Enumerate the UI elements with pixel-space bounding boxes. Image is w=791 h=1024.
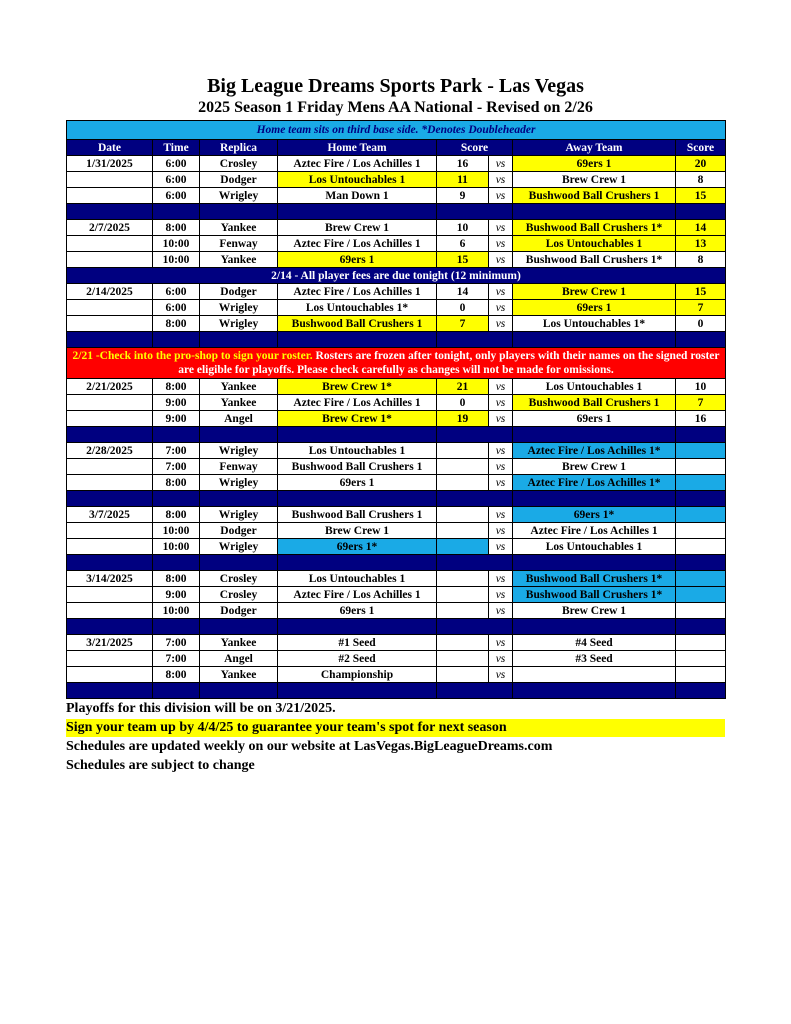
vs-label: vs xyxy=(489,587,513,603)
game-row xyxy=(67,539,726,555)
separator-cell xyxy=(513,491,676,507)
game-time: 10:00 xyxy=(153,603,200,619)
game-date xyxy=(67,188,153,204)
home-team: Aztec Fire / Los Achilles 1 xyxy=(278,587,437,603)
separator-cell xyxy=(153,555,200,571)
home-score: 6 xyxy=(437,236,489,252)
away-team: Los Untouchables 1 xyxy=(513,236,676,252)
game-time: 10:00 xyxy=(153,523,200,539)
home-score: 0 xyxy=(437,395,489,411)
separator-cell xyxy=(676,427,726,443)
separator-cell xyxy=(200,491,278,507)
separator-cell xyxy=(67,204,153,220)
away-team: Brew Crew 1 xyxy=(513,603,676,619)
home-score: 19 xyxy=(437,411,489,427)
home-score: 15 xyxy=(437,252,489,268)
notice-row xyxy=(67,268,726,284)
game-field: Wrigley xyxy=(200,443,278,459)
game-date xyxy=(67,395,153,411)
home-team: 69ers 1 xyxy=(278,475,437,491)
away-score: 16 xyxy=(676,411,726,427)
separator-row xyxy=(67,491,726,507)
game-time: 10:00 xyxy=(153,539,200,555)
away-score xyxy=(676,603,726,619)
game-row xyxy=(67,603,726,619)
game-date xyxy=(67,236,153,252)
game-date: 3/21/2025 xyxy=(67,635,153,651)
game-field: Wrigley xyxy=(200,475,278,491)
separator-row xyxy=(67,619,726,635)
game-date: 2/21/2025 xyxy=(67,379,153,395)
game-field: Yankee xyxy=(200,252,278,268)
schedule-table xyxy=(66,120,726,699)
game-date xyxy=(67,300,153,316)
home-team: Aztec Fire / Los Achilles 1 xyxy=(278,236,437,252)
game-row xyxy=(67,523,726,539)
away-team: Bushwood Ball Crushers 1* xyxy=(513,252,676,268)
game-date xyxy=(67,411,153,427)
separator-cell xyxy=(437,619,513,635)
game-field: Yankee xyxy=(200,395,278,411)
game-row xyxy=(67,316,726,332)
game-time: 6:00 xyxy=(153,300,200,316)
separator-cell xyxy=(437,332,513,348)
game-time: 8:00 xyxy=(153,316,200,332)
away-score: 8 xyxy=(676,172,726,188)
game-field: Yankee xyxy=(200,220,278,236)
header-home-team: Home Team xyxy=(278,140,437,156)
vs-label: vs xyxy=(489,252,513,268)
separator-cell xyxy=(278,427,437,443)
separator-cell xyxy=(200,204,278,220)
home-score xyxy=(437,635,489,651)
away-score: 8 xyxy=(676,252,726,268)
home-score xyxy=(437,443,489,459)
away-score xyxy=(676,507,726,523)
game-row xyxy=(67,172,726,188)
game-row xyxy=(67,507,726,523)
game-field: Wrigley xyxy=(200,188,278,204)
away-team xyxy=(513,667,676,683)
game-row xyxy=(67,411,726,427)
game-field: Wrigley xyxy=(200,507,278,523)
home-score: 10 xyxy=(437,220,489,236)
game-row xyxy=(67,188,726,204)
separator-cell xyxy=(200,619,278,635)
vs-label: vs xyxy=(489,156,513,172)
game-time: 9:00 xyxy=(153,411,200,427)
separator-cell xyxy=(67,619,153,635)
separator-cell xyxy=(437,491,513,507)
separator-cell xyxy=(278,619,437,635)
game-date xyxy=(67,667,153,683)
game-time: 8:00 xyxy=(153,507,200,523)
home-team: Brew Crew 1* xyxy=(278,411,437,427)
separator-cell xyxy=(200,555,278,571)
game-field: Fenway xyxy=(200,459,278,475)
separator-row xyxy=(67,683,726,699)
vs-label: vs xyxy=(489,411,513,427)
separator-cell xyxy=(153,427,200,443)
separator-cell xyxy=(676,619,726,635)
game-row xyxy=(67,459,726,475)
game-row xyxy=(67,300,726,316)
away-team: Bushwood Ball Crushers 1* xyxy=(513,571,676,587)
separator-cell xyxy=(513,332,676,348)
separator-cell xyxy=(513,619,676,635)
info-row xyxy=(67,121,726,140)
home-team: Los Untouchables 1 xyxy=(278,571,437,587)
separator-cell xyxy=(153,204,200,220)
header-home-score: Score xyxy=(437,140,513,156)
separator-cell xyxy=(278,204,437,220)
game-field: Wrigley xyxy=(200,300,278,316)
home-score: 16 xyxy=(437,156,489,172)
notice-fees: 2/14 - All player fees are due tonight (12 minimum) xyxy=(67,268,726,284)
game-time: 7:00 xyxy=(153,651,200,667)
separator-cell xyxy=(676,332,726,348)
home-team: Brew Crew 1* xyxy=(278,379,437,395)
away-team: 69ers 1 xyxy=(513,156,676,172)
home-score xyxy=(437,587,489,603)
separator-cell xyxy=(67,427,153,443)
vs-label: vs xyxy=(489,603,513,619)
home-team: 69ers 1* xyxy=(278,539,437,555)
page-title: Big League Dreams Sports Park - Las Vegas xyxy=(207,75,584,97)
game-time: 9:00 xyxy=(153,395,200,411)
separator-cell xyxy=(437,427,513,443)
game-row xyxy=(67,220,726,236)
separator-cell xyxy=(200,683,278,699)
game-field: Fenway xyxy=(200,236,278,252)
home-score xyxy=(437,459,489,475)
game-date xyxy=(67,459,153,475)
home-team: Brew Crew 1 xyxy=(278,523,437,539)
separator-cell xyxy=(513,204,676,220)
separator-cell xyxy=(513,427,676,443)
separator-row xyxy=(67,427,726,443)
separator-cell xyxy=(67,491,153,507)
game-field: Yankee xyxy=(200,379,278,395)
home-score: 7 xyxy=(437,316,489,332)
roster-alert-text: Rosters are frozen after tonight, only players with their names on the signed roster are eligible for playoffs. Please check carefully as changes will not be made for omissions. xyxy=(178,350,720,376)
separator-cell xyxy=(200,427,278,443)
game-date: 1/31/2025 xyxy=(67,156,153,172)
game-date xyxy=(67,172,153,188)
away-score xyxy=(676,587,726,603)
separator-cell xyxy=(278,683,437,699)
away-score: 7 xyxy=(676,395,726,411)
away-score xyxy=(676,635,726,651)
game-time: 6:00 xyxy=(153,284,200,300)
away-score xyxy=(676,651,726,667)
header-date: Date xyxy=(67,140,153,156)
separator-cell xyxy=(437,683,513,699)
info-text: Home team sits on third base side. *Denotes Doubleheader xyxy=(67,121,726,140)
away-score xyxy=(676,539,726,555)
game-date: 2/14/2025 xyxy=(67,284,153,300)
roster-alert-lead: 2/21 -Check into the pro-shop to sign your roster. xyxy=(72,350,313,362)
away-score: 15 xyxy=(676,284,726,300)
home-team: #1 Seed xyxy=(278,635,437,651)
vs-label: vs xyxy=(489,459,513,475)
vs-label: vs xyxy=(489,539,513,555)
away-team: #4 Seed xyxy=(513,635,676,651)
game-row xyxy=(67,475,726,491)
game-row xyxy=(67,587,726,603)
game-field: Yankee xyxy=(200,667,278,683)
game-field: Angel xyxy=(200,651,278,667)
home-team: 69ers 1 xyxy=(278,603,437,619)
game-field: Dodger xyxy=(200,172,278,188)
game-time: 8:00 xyxy=(153,475,200,491)
separator-cell xyxy=(437,204,513,220)
home-score xyxy=(437,651,489,667)
separator-cell xyxy=(278,555,437,571)
away-team: #3 Seed xyxy=(513,651,676,667)
home-score: 21 xyxy=(437,379,489,395)
header-time: Time xyxy=(153,140,200,156)
separator-cell xyxy=(200,332,278,348)
away-team: Aztec Fire / Los Achilles 1 xyxy=(513,523,676,539)
vs-label: vs xyxy=(489,475,513,491)
home-team: Los Untouchables 1 xyxy=(278,443,437,459)
game-field: Angel xyxy=(200,411,278,427)
game-row xyxy=(67,571,726,587)
away-team: Bushwood Ball Crushers 1* xyxy=(513,587,676,603)
home-team: Brew Crew 1 xyxy=(278,220,437,236)
game-date xyxy=(67,651,153,667)
separator-cell xyxy=(676,683,726,699)
game-field: Crosley xyxy=(200,571,278,587)
roster-alert-row xyxy=(67,348,726,379)
vs-label: vs xyxy=(489,316,513,332)
home-team: 69ers 1 xyxy=(278,252,437,268)
away-team: Aztec Fire / Los Achilles 1* xyxy=(513,443,676,459)
vs-label: vs xyxy=(489,395,513,411)
separator-cell xyxy=(278,491,437,507)
footer-change: Schedules are subject to change xyxy=(66,758,255,773)
game-time: 6:00 xyxy=(153,188,200,204)
home-score xyxy=(437,475,489,491)
game-date: 2/7/2025 xyxy=(67,220,153,236)
game-time: 8:00 xyxy=(153,379,200,395)
home-score: 9 xyxy=(437,188,489,204)
away-team: Brew Crew 1 xyxy=(513,459,676,475)
vs-label: vs xyxy=(489,651,513,667)
home-team: Aztec Fire / Los Achilles 1 xyxy=(278,284,437,300)
home-score: 0 xyxy=(437,300,489,316)
separator-cell xyxy=(278,332,437,348)
away-score: 20 xyxy=(676,156,726,172)
game-row xyxy=(67,156,726,172)
separator-row xyxy=(67,555,726,571)
game-row xyxy=(67,379,726,395)
game-date: 3/14/2025 xyxy=(67,571,153,587)
home-team: Los Untouchables 1* xyxy=(278,300,437,316)
header-away-score: Score xyxy=(676,140,726,156)
game-field: Crosley xyxy=(200,156,278,172)
roster-alert xyxy=(67,348,726,379)
game-date xyxy=(67,316,153,332)
away-score: 15 xyxy=(676,188,726,204)
vs-label: vs xyxy=(489,443,513,459)
vs-label: vs xyxy=(489,379,513,395)
game-time: 6:00 xyxy=(153,172,200,188)
away-team: 69ers 1 xyxy=(513,300,676,316)
game-row xyxy=(67,667,726,683)
home-score xyxy=(437,603,489,619)
header-row xyxy=(67,140,726,156)
game-time: 8:00 xyxy=(153,571,200,587)
away-team: Bushwood Ball Crushers 1 xyxy=(513,395,676,411)
vs-label: vs xyxy=(489,635,513,651)
separator-row xyxy=(67,204,726,220)
away-team: Los Untouchables 1 xyxy=(513,539,676,555)
game-time: 6:00 xyxy=(153,156,200,172)
away-score: 13 xyxy=(676,236,726,252)
vs-label: vs xyxy=(489,284,513,300)
away-team: Brew Crew 1 xyxy=(513,172,676,188)
vs-label: vs xyxy=(489,507,513,523)
away-score xyxy=(676,475,726,491)
game-date xyxy=(67,523,153,539)
game-field: Yankee xyxy=(200,635,278,651)
game-date xyxy=(67,603,153,619)
separator-cell xyxy=(67,683,153,699)
away-score xyxy=(676,443,726,459)
away-score xyxy=(676,523,726,539)
home-score: 14 xyxy=(437,284,489,300)
away-score: 0 xyxy=(676,316,726,332)
game-time: 7:00 xyxy=(153,443,200,459)
home-score xyxy=(437,507,489,523)
footer-signup: Sign your team up by 4/4/25 to guarantee your team's spot for next season xyxy=(66,719,725,737)
separator-cell xyxy=(513,555,676,571)
footer-website: Schedules are updated weekly on our website at LasVegas.BigLeagueDreams.com xyxy=(66,739,553,754)
separator-cell xyxy=(676,491,726,507)
game-time: 10:00 xyxy=(153,236,200,252)
separator-cell xyxy=(153,491,200,507)
game-row xyxy=(67,252,726,268)
game-date xyxy=(67,539,153,555)
home-team: Championship xyxy=(278,667,437,683)
away-team: 69ers 1 xyxy=(513,411,676,427)
game-date xyxy=(67,475,153,491)
game-date: 3/7/2025 xyxy=(67,507,153,523)
home-team: Aztec Fire / Los Achilles 1 xyxy=(278,395,437,411)
away-team: Bushwood Ball Crushers 1 xyxy=(513,188,676,204)
game-row xyxy=(67,635,726,651)
game-time: 8:00 xyxy=(153,220,200,236)
game-row xyxy=(67,395,726,411)
away-score xyxy=(676,667,726,683)
home-score xyxy=(437,667,489,683)
away-team: Los Untouchables 1 xyxy=(513,379,676,395)
home-team: Aztec Fire / Los Achilles 1 xyxy=(278,156,437,172)
away-score xyxy=(676,459,726,475)
vs-label: vs xyxy=(489,300,513,316)
separator-cell xyxy=(676,204,726,220)
game-field: Dodger xyxy=(200,603,278,619)
away-score xyxy=(676,571,726,587)
game-field: Wrigley xyxy=(200,539,278,555)
away-team: Brew Crew 1 xyxy=(513,284,676,300)
header-away-team: Away Team xyxy=(513,140,676,156)
separator-cell xyxy=(153,332,200,348)
game-time: 10:00 xyxy=(153,252,200,268)
game-time: 8:00 xyxy=(153,667,200,683)
separator-row xyxy=(67,332,726,348)
home-score xyxy=(437,571,489,587)
game-time: 7:00 xyxy=(153,635,200,651)
game-row xyxy=(67,443,726,459)
game-field: Dodger xyxy=(200,284,278,300)
away-team: 69ers 1* xyxy=(513,507,676,523)
game-time: 9:00 xyxy=(153,587,200,603)
vs-label: vs xyxy=(489,523,513,539)
header-replica: Replica xyxy=(200,140,278,156)
game-row xyxy=(67,651,726,667)
separator-cell xyxy=(437,555,513,571)
separator-cell xyxy=(676,555,726,571)
away-team: Aztec Fire / Los Achilles 1* xyxy=(513,475,676,491)
separator-cell xyxy=(513,683,676,699)
game-row xyxy=(67,284,726,300)
home-score: 11 xyxy=(437,172,489,188)
away-score: 14 xyxy=(676,220,726,236)
game-field: Crosley xyxy=(200,587,278,603)
away-team: Los Untouchables 1* xyxy=(513,316,676,332)
game-row xyxy=(67,236,726,252)
home-score xyxy=(437,539,489,555)
vs-label: vs xyxy=(489,172,513,188)
separator-cell xyxy=(67,555,153,571)
game-time: 7:00 xyxy=(153,459,200,475)
separator-cell xyxy=(153,619,200,635)
home-score xyxy=(437,523,489,539)
home-team: Bushwood Ball Crushers 1 xyxy=(278,507,437,523)
game-date xyxy=(67,252,153,268)
vs-label: vs xyxy=(489,571,513,587)
away-score: 7 xyxy=(676,300,726,316)
away-score: 10 xyxy=(676,379,726,395)
vs-label: vs xyxy=(489,667,513,683)
game-field: Dodger xyxy=(200,523,278,539)
page-subtitle: 2025 Season 1 Friday Mens AA National - Revised on 2/26 xyxy=(198,99,593,116)
footer-playoffs: Playoffs for this division will be on 3/21/2025. xyxy=(66,701,336,716)
game-field: Wrigley xyxy=(200,316,278,332)
game-date: 2/28/2025 xyxy=(67,443,153,459)
separator-cell xyxy=(67,332,153,348)
vs-label: vs xyxy=(489,188,513,204)
home-team: Los Untouchables 1 xyxy=(278,172,437,188)
away-team: Bushwood Ball Crushers 1* xyxy=(513,220,676,236)
home-team: Man Down 1 xyxy=(278,188,437,204)
home-team: #2 Seed xyxy=(278,651,437,667)
home-team: Bushwood Ball Crushers 1 xyxy=(278,459,437,475)
game-date xyxy=(67,587,153,603)
vs-label: vs xyxy=(489,236,513,252)
home-team: Bushwood Ball Crushers 1 xyxy=(278,316,437,332)
vs-label: vs xyxy=(489,220,513,236)
separator-cell xyxy=(153,683,200,699)
